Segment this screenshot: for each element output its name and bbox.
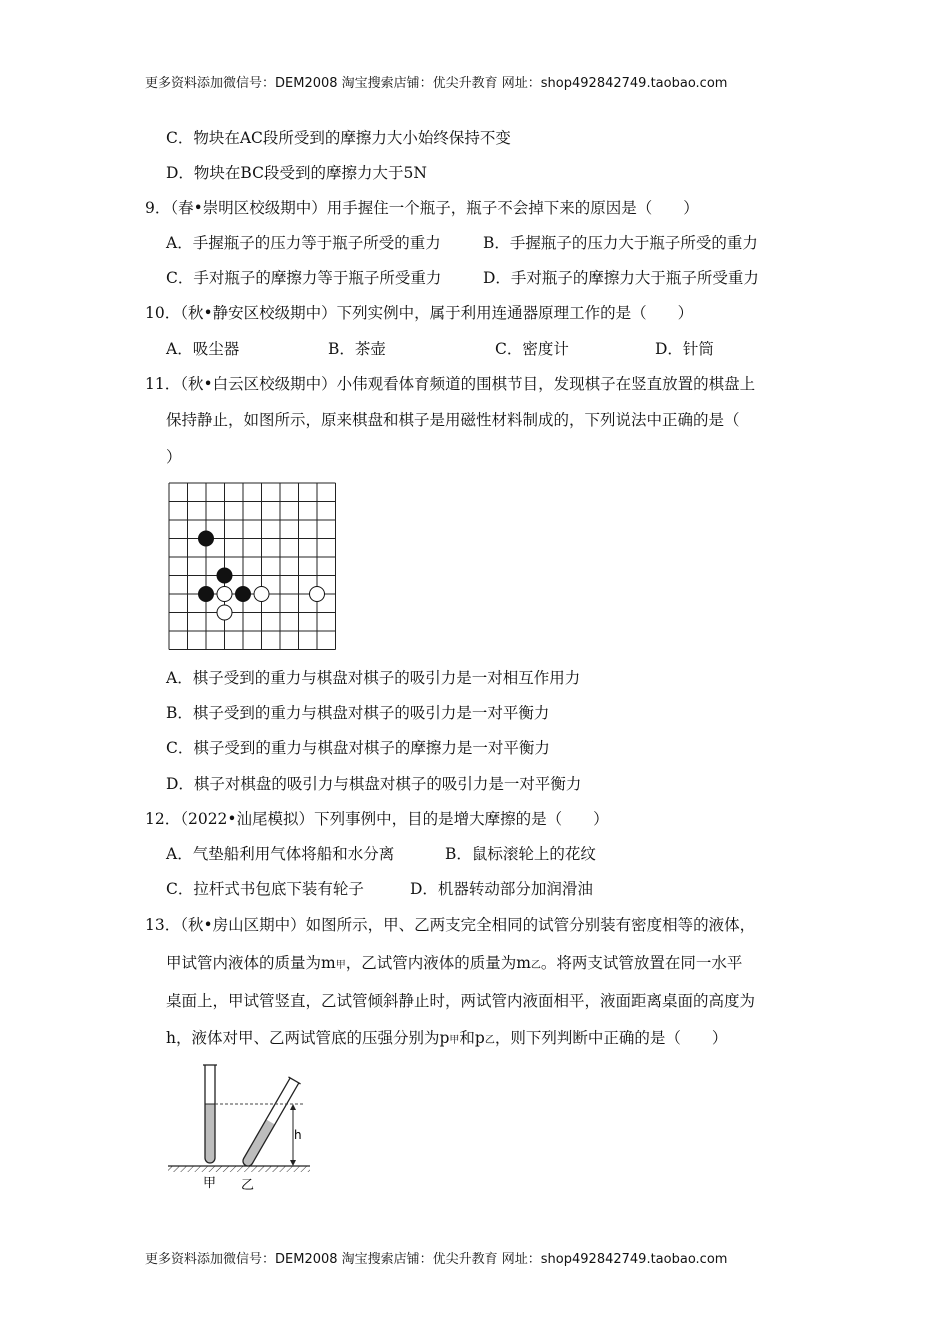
q12-option-c: C．拉杆式书包底下装有轮子: [166, 880, 364, 898]
label-h: h: [294, 1128, 302, 1142]
q10-option-a: A．吸尘器: [166, 340, 240, 358]
black-stone: [199, 587, 214, 602]
q10-option-c: C．密度计: [495, 340, 569, 358]
q11-option-d: D．棋子对棋盘的吸引力与棋盘对棋子的吸引力是一对平衡力: [166, 775, 582, 793]
q9-option-a: A．手握瓶子的压力等于瓶子所受的重力: [166, 234, 441, 252]
go-board-figure: [168, 482, 338, 652]
black-stone: [217, 568, 232, 583]
page-header: 更多资料添加微信号：DEM2008 淘宝搜索店铺：优尖升教育 网址：shop492842749.taobao.com: [145, 76, 728, 91]
page-footer: 更多资料添加微信号：DEM2008 淘宝搜索店铺：优尖升教育 网址：shop492842749.taobao.com: [145, 1252, 728, 1267]
q10-stem: 10．（秋•静安区校级期中）下列实例中，属于利用连通器原理工作的是（ ）: [145, 304, 694, 322]
go-board-grid: [169, 483, 336, 650]
q9-stem: 9．（春•崇明区校级期中）用手握住一个瓶子，瓶子不会掉下来的原因是（ ）: [145, 199, 699, 217]
q9-option-d: D．手对瓶子的摩擦力大于瓶子所受重力: [483, 269, 759, 287]
q11-option-c: C．棋子受到的重力与棋盘对棋子的摩擦力是一对平衡力: [166, 739, 550, 757]
q10-option-b: B．茶壶: [328, 340, 386, 358]
q12-stem: 12．（2022•汕尾模拟）下列事例中，目的是增大摩擦的是（ ）: [145, 810, 609, 828]
white-stone: [254, 587, 269, 602]
tube-jia: [203, 1065, 217, 1163]
q11-stem-line2: 保持静止，如图所示，原来棋盘和棋子是用磁性材料制成的，下列说法中正确的是（: [166, 411, 740, 429]
q11-stem-line3: ）: [166, 448, 182, 466]
black-stone: [236, 587, 251, 602]
q12-option-d: D．机器转动部分加润滑油: [410, 880, 593, 898]
white-stone: [217, 605, 232, 620]
white-stone: [217, 587, 232, 602]
subscript-jia: 甲: [335, 960, 346, 971]
q8-option-c: C．物块在AC段所受到的摩擦力大小始终保持不变: [166, 129, 511, 147]
height-dimension: [290, 1104, 302, 1166]
q12-option-a: A．气垫船利用气体将船和水分离: [166, 845, 395, 863]
q8-option-d: D．物块在BC段受到的摩擦力大于5N: [166, 164, 427, 182]
q13-line2: 甲试管内液体的质量为m甲，乙试管内液体的质量为m乙。将两支试管放置在同一水平: [166, 954, 743, 972]
label-yi: 乙: [241, 1178, 255, 1193]
table-surface: [168, 1166, 310, 1172]
tube-yi: [239, 1077, 300, 1169]
q11-option-b: B．棋子受到的重力与棋盘对棋子的吸引力是一对平衡力: [166, 704, 550, 722]
q13-line3: 桌面上，甲试管竖直，乙试管倾斜静止时，两试管内液面相平，液面距离桌面的高度为: [166, 992, 756, 1010]
q10-option-d: D．针筒: [655, 340, 714, 358]
q11-stem-line1: 11．（秋•白云区校级期中）小伟观看体育频道的围棋节目，发现棋子在竖直放置的棋盘上: [145, 375, 756, 393]
q9-option-c: C．手对瓶子的摩擦力等于瓶子所受重力: [166, 269, 442, 287]
q9-option-b: B．手握瓶子的压力大于瓶子所受的重力: [483, 234, 758, 252]
label-jia: 甲: [203, 1176, 217, 1191]
white-stone: [310, 587, 325, 602]
q12-option-b: B．鼠标滚轮上的花纹: [445, 845, 596, 863]
subscript-yi: 乙: [484, 1035, 495, 1046]
q13-line1: 13．（秋•房山区期中）如图所示，甲、乙两支完全相同的试管分别装有密度相等的液体，: [145, 916, 756, 934]
test-tubes-figure: [165, 1060, 315, 1195]
q13-line4: h，液体对甲、乙两试管底的压强分别为p甲和p乙，则下列判断中正确的是（ ）: [166, 1029, 728, 1047]
q11-option-a: A．棋子受到的重力与棋盘对棋子的吸引力是一对相互作用力: [166, 669, 581, 687]
black-stone: [199, 531, 214, 546]
subscript-jia: 甲: [449, 1035, 460, 1046]
subscript-yi: 乙: [530, 960, 541, 971]
